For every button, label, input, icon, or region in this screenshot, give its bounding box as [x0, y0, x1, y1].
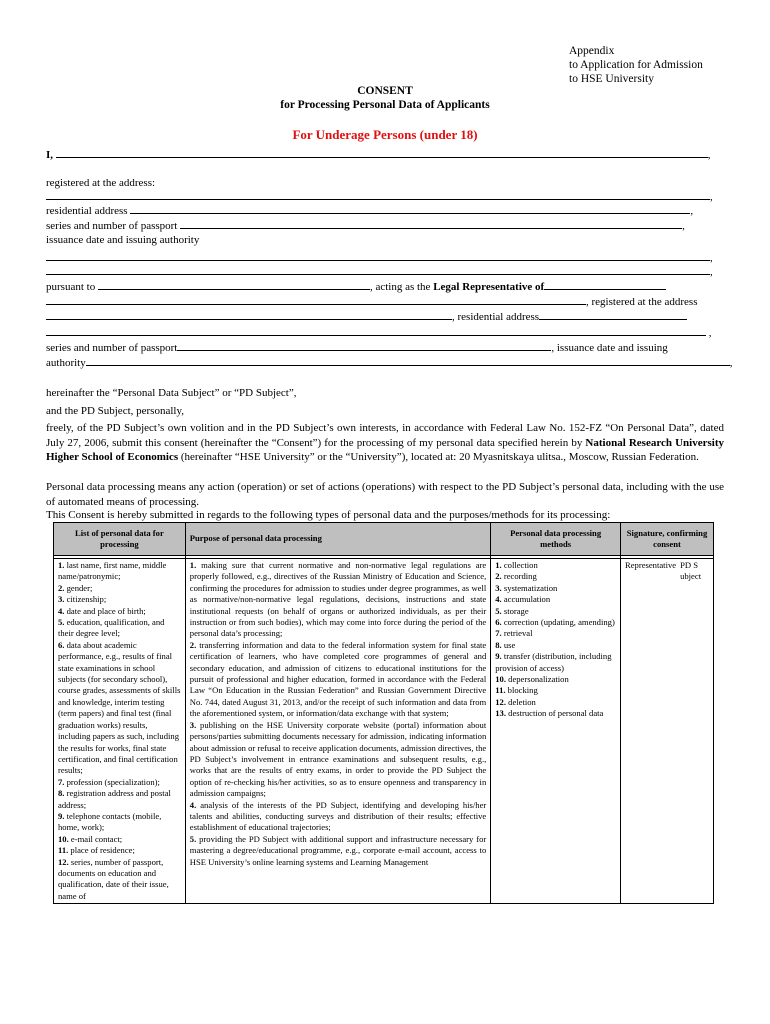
- personal-data-item-number: 1.: [58, 560, 65, 570]
- method-item-text: destruction of personal data: [506, 708, 604, 719]
- method-item-text: collection: [501, 560, 538, 570]
- method-item: [495, 583, 616, 594]
- method-item-text: systematization: [501, 582, 558, 593]
- issuance-field-1[interactable]: ,: [46, 251, 716, 265]
- header-methods: Personal data processing methods: [491, 523, 621, 556]
- method-item-text: accumulation: [501, 594, 551, 605]
- purpose-item-number: 2.: [189, 639, 197, 650]
- purpose-item: [190, 720, 486, 800]
- personal-data-item-number: 8.: [58, 788, 65, 799]
- pursuant-label: pursuant to: [46, 281, 96, 293]
- personal-data-item: [58, 811, 181, 834]
- i-label: I,: [46, 149, 54, 161]
- freely-paragraph: [46, 421, 724, 465]
- personal-data-item-text: education, qualification, and their degree level;: [58, 617, 165, 639]
- method-item: [495, 560, 616, 571]
- method-item-text: transfer (distribution, including provision of access): [495, 651, 612, 673]
- residential-label: residential address: [46, 205, 128, 217]
- method-item: [495, 708, 616, 719]
- personal-data-item-number: 3.: [58, 594, 65, 605]
- purpose-item: [190, 640, 486, 720]
- underage-heading: For Underage Persons (under 18): [292, 127, 478, 142]
- registered-at-line[interactable]: [46, 295, 716, 309]
- method-item-number: 7.: [495, 628, 502, 639]
- method-item-number: 2.: [495, 571, 502, 582]
- personal-data-item-number: 4.: [58, 605, 65, 616]
- personal-data-item-number: 11.: [58, 845, 69, 856]
- personal-data-item: [58, 640, 181, 777]
- method-item: [495, 651, 616, 674]
- appendix-line: Appendix: [569, 45, 615, 57]
- purpose-list: [185, 559, 490, 904]
- personal-data-item-number: 6.: [58, 639, 65, 650]
- issuance-label: issuance date and issuing authority: [46, 234, 200, 246]
- registered-address-field[interactable]: ,: [46, 190, 716, 204]
- personal-data-item: [58, 606, 181, 617]
- personal-data-item: [58, 788, 181, 811]
- personal-data-item: [58, 594, 181, 605]
- header-signature: Signature, confirming consent: [621, 523, 714, 556]
- freely-text-2: (hereinafter “HSE University” or the “University”), located at: 20 Myasnitskaya ulitsa., Moscow, Russian Federation.: [178, 451, 699, 463]
- processing-definition: Personal data processing means any action (operation) or set of actions (operations) with respect to the PD Subject’s personal data, including with the use of automated means of processing.: [46, 481, 724, 508]
- methods-list: [491, 559, 621, 904]
- personal-data-item-text: citizenship;: [64, 594, 107, 605]
- personal-data-item-number: 10.: [58, 833, 69, 844]
- method-item-number: 9.: [495, 651, 502, 662]
- authority-label: authority: [46, 357, 86, 369]
- passport-2-label: series and number of passport: [46, 342, 178, 354]
- method-item-number: 13.: [495, 708, 506, 719]
- personal-data-item-number: 12.: [58, 856, 69, 867]
- header-purpose: Purpose of personal data processing: [185, 523, 490, 556]
- personal-data-item-text: gender;: [64, 582, 93, 593]
- purpose-item-number: 5.: [189, 833, 197, 844]
- purpose-item-text: analysis of the interests of the PD Subject, identifying and developing his/her talents and abilities, conducting surveys and distribution of their results; effective establishment of educational trajectories;: [189, 799, 487, 833]
- method-item-text: retrieval: [501, 628, 533, 639]
- personal-data-item-number: 2.: [58, 582, 65, 593]
- name-field-line[interactable]: I, ,: [46, 149, 711, 161]
- personal-data-list: [54, 559, 186, 904]
- method-item-number: 6.: [495, 617, 502, 628]
- method-item-text: correction (updating, amending): [501, 617, 615, 628]
- method-item: [495, 628, 616, 639]
- freely-text-1: freely, of the PD Subject’s own volition and in the PD Subject’s own interests, in accordance with Federal Law No. 152-FZ “On Personal Data”, dated July 27, 2006, submit this consent (hereinafter the “Consent”) for the processing of my personal data specified herein by: [46, 422, 724, 449]
- registered-label: registered at the address:: [46, 177, 156, 189]
- method-item-number: 3.: [495, 582, 502, 593]
- personal-data-item-text: telephone contacts (mobile, home, work);: [58, 810, 162, 833]
- personal-data-item-text: date and place of birth;: [64, 605, 146, 616]
- personal-data-item: [58, 845, 181, 856]
- issuance-2-label: , issuance date and issuing: [551, 342, 668, 354]
- personal-data-item: [58, 617, 181, 640]
- purpose-item-text: publishing on the HSE University corporate website (portal) information about persons/parties submitting documents necessary for admission, indicating information about admission or refusal to receive application documents, admission directives, the PD Subject’s involvement in entrance examinations and subsequent results, e.g., works that are the results of entry exams, in order to provide the PD Subject the option of re-checking his/her activities, so as to ensure openness and transparency in admission campaigns;: [189, 719, 487, 799]
- pursuant-line[interactable]: [46, 280, 716, 294]
- personal-data-item-text: series, number of passport, documents on education and qualification, date of their issue, name of: [58, 856, 169, 901]
- authority-line[interactable]: authority ,: [46, 357, 733, 369]
- personal-data-item-text: e-mail contact;: [68, 833, 123, 844]
- residential-2-label: , residential address: [452, 311, 540, 323]
- signature-representative: Representative: [625, 560, 677, 570]
- method-item-text: recording: [501, 571, 537, 582]
- method-item: [495, 617, 616, 628]
- residential-address-line[interactable]: residential address ,: [46, 205, 694, 217]
- document-subtitle: for Processing Personal Data of Applicants: [280, 99, 490, 111]
- signature-pd-subject: PD Subject: [680, 560, 702, 582]
- method-item-number: 10.: [495, 674, 506, 685]
- purpose-item: [190, 560, 486, 640]
- personal-data-item-number: 9.: [58, 810, 65, 821]
- purpose-item-text: transferring information and data to the federal information system for final state certification of learners, who have completed core programmes of general and secondary education, and admission of citizens to educational institutions for the pursuit of professional and higher education, formed in accordance with the Federal Law “On Education in the Russian Federation” and Russian Government Directive No. 744, dated August 31, 2013, and/or the receipt of such information and data from the aforementioned system, or information/data exchange with that system;: [189, 639, 487, 719]
- hse-name: National Research University Higher School of Economics: [46, 436, 724, 463]
- passport-line[interactable]: series and number of passport ,: [46, 220, 685, 232]
- purpose-item: [190, 834, 486, 868]
- appendix-line: to Application for Admission: [569, 59, 703, 71]
- personal-data-item: [58, 834, 181, 845]
- method-item-text: depersonalization: [506, 674, 569, 685]
- hereinafter-text: hereinafter the “Personal Data Subject” or “PD Subject”,: [46, 387, 297, 399]
- method-item: [495, 685, 616, 696]
- personal-data-item-text: data about academic performance, e.g., results of final state examinations in school subjects (for secondary school), course grades, assessments of skills and knowledge, interim testing (term papers) and final test (final graduation works) results, including papers as such, including the results for works, final state certification, and final certification results;: [58, 639, 181, 776]
- header-personal-data: List of personal data for processing: [54, 523, 186, 556]
- acting-label: , acting as the: [369, 281, 434, 293]
- method-item-text: use: [501, 639, 516, 650]
- method-item-number: 5.: [495, 605, 502, 616]
- purpose-item-text: providing the PD Subject with additional support and infrastructure necessary for mastering a degree/educational programme, e.g., corporate e-mail account, access to HSE University’s online learning systems and Learning Management: [189, 833, 487, 867]
- personal-data-item-number: 7.: [58, 776, 65, 787]
- method-item-text: deletion: [506, 696, 536, 707]
- purpose-item-number: 4.: [189, 799, 197, 810]
- document-title: CONSENT: [357, 85, 413, 97]
- personal-data-item: [58, 777, 181, 788]
- personal-data-item: [58, 583, 181, 594]
- personal-data-item: [58, 560, 181, 583]
- passport-label: series and number of passport: [46, 220, 178, 232]
- purpose-item-number: 3.: [189, 719, 197, 730]
- method-item-text: storage: [501, 605, 529, 616]
- personal-data-item-number: 5.: [58, 617, 65, 628]
- method-item-number: 11.: [495, 685, 506, 696]
- registered-at-label: , registered at the address: [586, 296, 698, 308]
- method-item: [495, 697, 616, 708]
- purpose-item: [190, 800, 486, 834]
- method-item-number: 8.: [495, 639, 502, 650]
- blank-line[interactable]: ,: [46, 326, 716, 340]
- method-item-number: 4.: [495, 594, 502, 605]
- pd-subject-text: and the PD Subject, personally,: [46, 405, 184, 417]
- signature-cell[interactable]: [621, 559, 714, 904]
- consent-scope-text: This Consent is hereby submitted in regards to the following types of personal data and the purposes/methods for its processing:: [46, 509, 611, 521]
- residential-2-line[interactable]: [46, 310, 716, 324]
- purpose-item-number: 1.: [189, 560, 197, 570]
- method-item-number: 1.: [495, 560, 502, 570]
- appendix-note: [569, 44, 703, 86]
- legal-rep-label: Legal Representative of: [433, 281, 545, 293]
- method-item: [495, 640, 616, 651]
- personal-data-item: [58, 857, 181, 903]
- method-item: [495, 571, 616, 582]
- method-item: [495, 594, 616, 605]
- method-item: [495, 606, 616, 617]
- personal-data-item-text: profession (specialization);: [64, 776, 160, 787]
- personal-data-item-text: registration address and postal address;: [58, 788, 171, 810]
- appendix-line: to HSE University: [569, 73, 654, 85]
- purpose-item-text: making sure that current normative and non-normative legal regulations are properly followed, e.g., directives of the Russian Ministry of Education and Science, confirming the procedures for admission to studies under degree programmes, as well as normative/non-normative legal regulations, decisions, instructions and state institutional requests (on behalf of organs or authorized individuals, as per their instruction or from such bodies), which may come into force during the period of the personal data’s processing;: [189, 560, 487, 639]
- method-item-number: 12.: [495, 696, 506, 707]
- issuance-field-2[interactable]: ,: [46, 265, 716, 279]
- passport-2-line[interactable]: [46, 341, 716, 355]
- personal-data-item-text: last name, first name, middle name/patronymic;: [58, 560, 167, 582]
- consent-table: [53, 522, 714, 904]
- personal-data-item-text: place of residence;: [68, 845, 135, 856]
- method-item: [495, 674, 616, 685]
- method-item-text: blocking: [505, 685, 538, 696]
